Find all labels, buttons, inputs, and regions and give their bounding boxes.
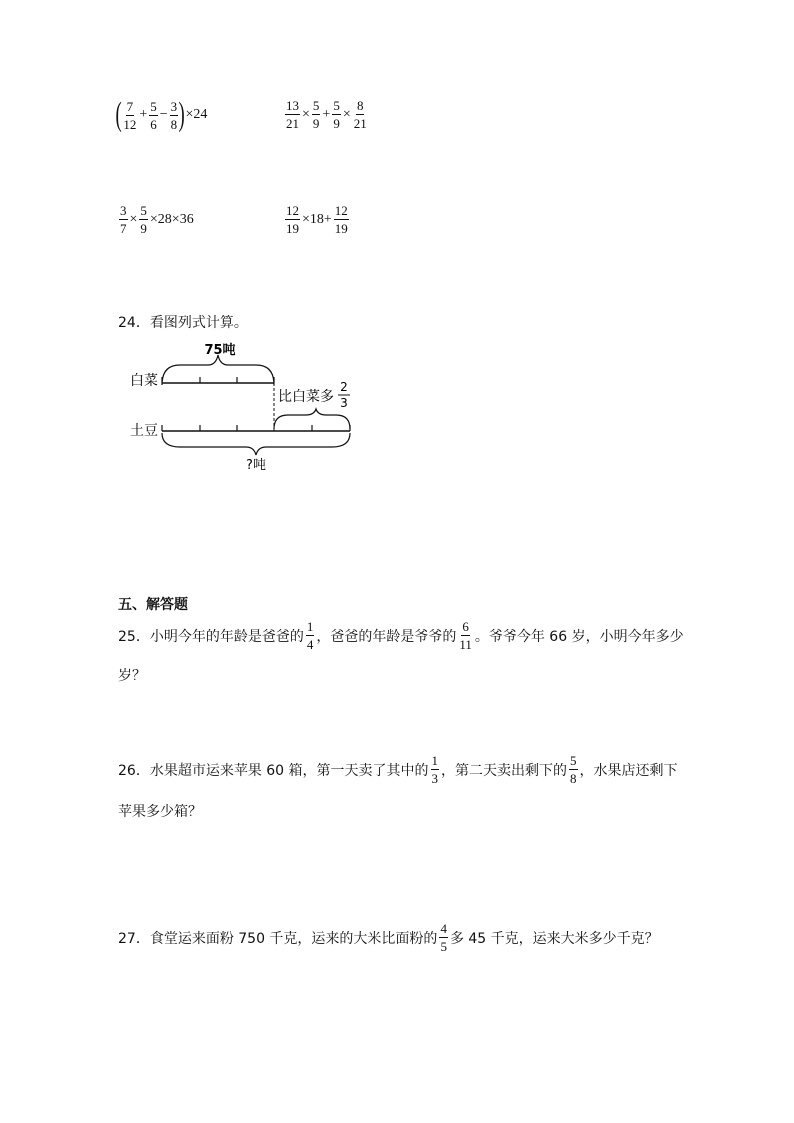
label-more: 比白菜多 <box>278 389 334 405</box>
top-brace <box>162 355 274 385</box>
question-27-line1: 27．食堂运来面粉 750 千克，运来的大米比面粉的 $\frac{4}{5}$ 多 45 千克，运来大米多少千克？ <box>118 921 659 954</box>
label-cabbage: 白菜 <box>130 373 158 389</box>
label-potato: 土豆 <box>130 423 158 439</box>
fraction: $\frac{13}{21}$ <box>286 98 299 131</box>
fraction: $\frac{7}{12}$ <box>123 98 137 132</box>
fraction: $\frac{4}{5}$ <box>440 921 447 954</box>
bottom-brace <box>162 433 350 455</box>
fraction: $\frac{12}{19}$ <box>334 203 348 236</box>
fraction: $\frac{5}{6}$ <box>150 98 157 132</box>
fraction: $\frac{1}{3}$ <box>431 753 439 786</box>
label-question: ?吨 <box>246 458 266 473</box>
question-24-title: 24．看图列式计算。 <box>118 315 248 331</box>
fraction: $\frac{5}{8}$ <box>570 753 577 786</box>
question-25-line1: 25．小明今年的年龄是爸爸的 $\frac{1}{4}$ ，爸爸的年龄是爷爷的 $\frac{6}{11}$ 。爷爷今年 66 岁，小明今年多少 <box>118 619 684 652</box>
fraction: $\frac{5}{9}$ <box>333 98 340 131</box>
line-segment-diagram <box>110 335 370 475</box>
section-title: 五、解答题 <box>118 597 188 613</box>
fraction: $\frac{3}{8}$ <box>170 98 178 132</box>
fraction: $\frac{8}{21}$ <box>353 98 367 131</box>
question-25-line2: 岁？ <box>118 668 146 684</box>
fraction: $\frac{5}{9}$ <box>140 203 147 236</box>
expression-3: $\frac{3}{7}$ × $\frac{5}{9}$ ×28×36 <box>120 203 194 236</box>
question-26-line2: 苹果多少箱？ <box>118 804 202 820</box>
fraction: $\frac{1}{4}$ <box>306 619 314 652</box>
more-fraction-num: 2 <box>340 380 348 394</box>
expression-2: $\frac{13}{21}$ × $\frac{5}{9}$ + $\frac{5}{9}$ × $\frac{8}{21}$ <box>286 98 367 131</box>
fraction: $\frac{3}{7}$ <box>120 203 127 236</box>
question-26-line1: 26．水果超市运来苹果 60 箱，第一天卖了其中的 $\frac{1}{3}$ ，第二天卖出剩下的 $\frac{5}{8}$ ，水果店还剩下 <box>118 753 678 786</box>
fraction: $\frac{6}{11}$ <box>459 619 472 652</box>
fraction: $\frac{12}{19}$ <box>286 203 299 236</box>
expression-1: ( $\frac{7}{12}$ + $\frac{5}{6}$ − $\frac{3}{8}$ ) ×24 <box>115 96 208 133</box>
fraction: $\frac{5}{9}$ <box>312 98 320 131</box>
label-75: 75吨 <box>204 343 236 358</box>
expression-4: $\frac{12}{19}$ ×18+ $\frac{12}{19}$ <box>286 203 348 236</box>
more-fraction-den: 3 <box>340 396 348 410</box>
